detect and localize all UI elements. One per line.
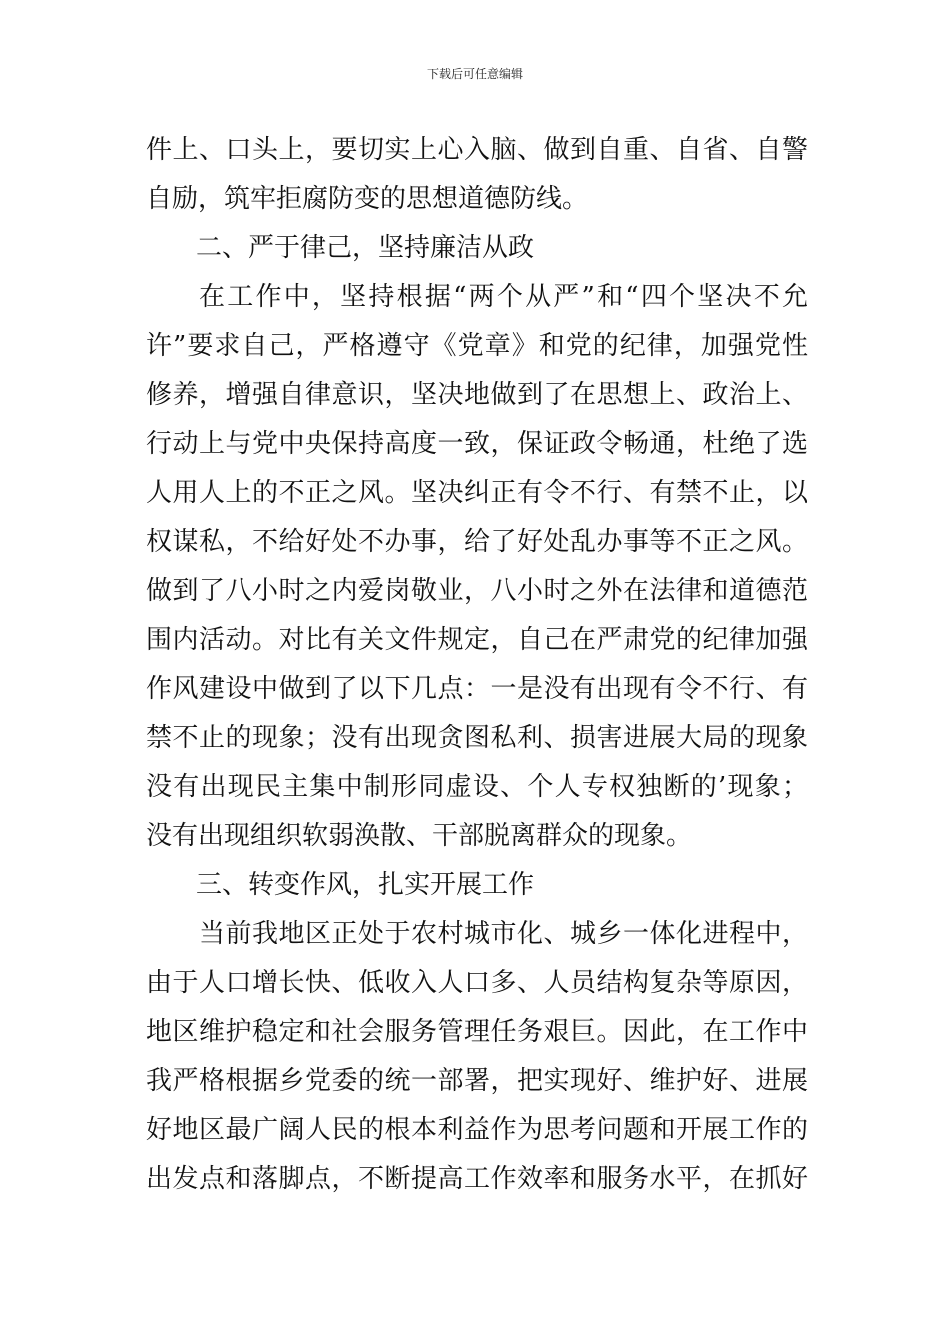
body-line: 没有出现组织软弱涣散、干部脱离群众的现象。 — [146, 821, 693, 851]
body-line: 好地区最广阔人民的根本利益作为思考问题和开展工作的 — [146, 1115, 808, 1145]
body-line: 禁不止的现象；没有出现贪图私利、损害进展大局的现象 — [146, 723, 808, 753]
body-line: 我严格根据乡党委的统一部署，把实现好、维护好、进展 — [146, 1066, 808, 1096]
body-line: 围内活动。对比有关文件规定，自己在严肃党的纪律加强 — [146, 625, 808, 655]
page-header: 下载后可任意编辑 — [426, 67, 523, 81]
body-line: 修养，增强自律意识，坚决地做到了在思想上、政治上、 — [146, 380, 808, 410]
section-heading: 三、转变作风，扎实开展工作 — [196, 870, 535, 900]
body-line: 没有出现民主集中制形同虚设、个人专权独断的’现象； — [146, 772, 808, 802]
body-line: 行动上与党中央保持高度一致，保证政令畅通，杜绝了选 — [146, 429, 808, 459]
body-line: 件上、口头上，要切实上心入脑、做到自重、自省、自警 — [146, 135, 808, 165]
body-line: 当前我地区正处于农村城市化、城乡一体化进程中， — [199, 919, 808, 949]
body-line: 在工作中，坚持根据“两个从严”和“四个坚决不允 — [199, 282, 808, 312]
body-line: 地区维护稳定和社会服务管理任务艰巨。因此，在工作中 — [146, 1017, 808, 1047]
body-line: 出发点和落脚点，不断提高工作效率和服务水平，在抓好 — [146, 1164, 808, 1194]
document-body — [146, 126, 808, 1204]
section-heading: 二、严于律己，坚持廉洁从政 — [196, 233, 535, 263]
body-line: 由于人口增长快、低收入人口多、人员结构复杂等原因， — [146, 968, 808, 998]
body-line: 许”要求自己，严格遵守《党章》和党的纪律，加强党性 — [146, 331, 808, 361]
body-line: 作风建设中做到了以下几点：一是没有出现有令不行、有 — [146, 674, 808, 704]
body-line: 自励，筑牢拒腐防变的思想道德防线。 — [146, 184, 589, 214]
body-line: 人用人上的不正之风。坚决纠正有令不行、有禁不止，以 — [146, 478, 808, 508]
body-line: 权谋私，不给好处不办事，给了好处乱办事等不正之风。 — [146, 527, 808, 557]
body-line: 做到了八小时之内爱岗敬业，八小时之外在法律和道德范 — [146, 576, 808, 606]
